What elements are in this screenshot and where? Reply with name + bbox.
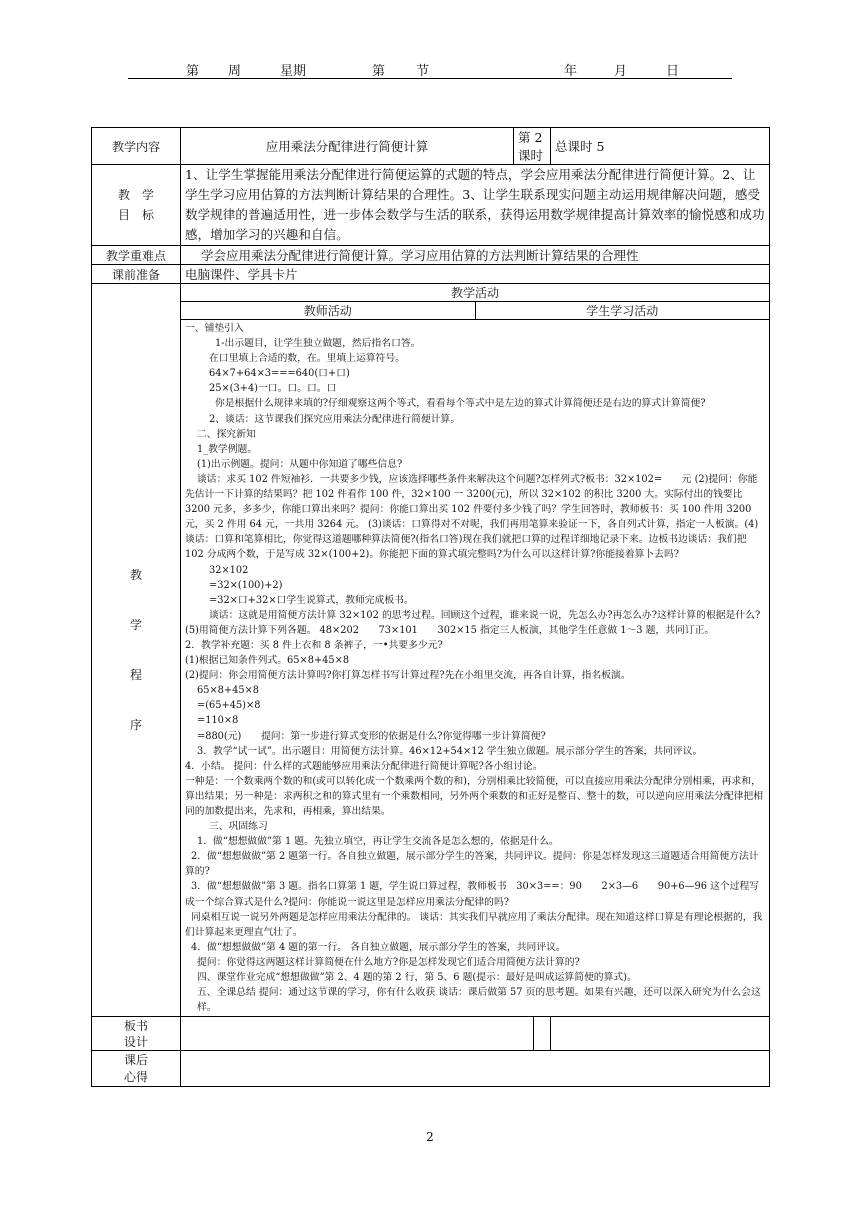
- board-design-right-blank: [551, 1017, 770, 1051]
- header-year: 年: [564, 64, 578, 79]
- teaching-goals: 1、让学生掌握能用乘法分配律进行简便运算的式题的特点，学会应用乘法分配律进行简便计算。2、让学生学习应用估算的方法判断计算结果的合理性。3、让学生联系现实问题主动运用规律解决问题，感受数学规律的普遍适用性，进一步体会数学与生活的联系，获得运用数学规律提高计算效率的愉悦感和成功感，增加学习的兴趣和自信。: [181, 165, 770, 246]
- process-line: (5)用简便方法计算下列各题。 48×202 73×101 302×15 指定三人板演，其他学生任意做 1～3 题，共同订正。: [185, 624, 715, 636]
- process-line: 谈话：求买 102 件短袖衫．一共要多少钱，应该选择哪些条件来解决这个问题?怎样列式?板书：32×102= 元 (2)提问：你能先估计一下计算的结果吗？把 102 件看作 100 件，32×100 一 3200(元)，所以 32×102 的积比 3200 大。实际付出的钱要比 3200 元多，多多少，你能口算出来吗？提问：你能口算出买 102 件要付多少钱了吗？学生回答时，教师板书：买 100 件用 3200 元，买 2 件用 64 元，一共用 3264 元。 (3)谈话：口算得对不对呢，我们再用笔算来验证一下，各自列式计算，指定一人板演。(4)谈话：口算和笔算相比，你觉得这道题哪种算法简便?(指名口答)现在我们就把口算的过程详细地记录下来。边板书边谈话：我们把 102 分成两个数，于是写成 32×(100+2)。你能把下面的算式填完整吗?为什么可以这样计算?你能接着算卜去吗?: [185, 473, 759, 561]
- page-header: [128, 60, 732, 79]
- label-goals-line1: 教 学: [117, 188, 154, 202]
- header-section-suffix: 节: [416, 64, 430, 79]
- process-line: 32×102: [209, 564, 249, 576]
- header-week-suffix: 周: [228, 64, 242, 79]
- board-label-line2: 设计: [123, 1034, 148, 1049]
- label-board-design: [92, 1017, 181, 1051]
- board-design-narrow-blank: [534, 1017, 551, 1051]
- process-line: =32×口+32×口学生说算式，教师完成板书。: [209, 594, 414, 606]
- label-reflection: [92, 1051, 181, 1087]
- process-line: 4．做“想想做做”第 4 题的第一行。 各自独立做题，展示部分学生的答案，共同评议。: [191, 941, 566, 953]
- label-goals-line2: 目 标: [117, 208, 154, 222]
- process-line: (1)根据已知条件列式。65×8+45×8: [185, 655, 350, 667]
- process-line: 三、巩固练习: [209, 821, 268, 833]
- board-label-line1: 板书: [123, 1018, 148, 1033]
- process-line: 在口里填上合适的数，在。里填上运算符号。: [209, 353, 405, 365]
- process-line: 你是根据什么规律来填的?仔细观察这两个等式，看看每个等式中是左边的算式计算简便还是右边的算式计算简便?: [215, 398, 706, 410]
- process-line: 2．做“想想做做”第 2 题第一行。各自独立做题，展示部分学生的答案，共同评议。提问：你是怎样发现这三道题适合用简便方法计算的?: [185, 851, 759, 878]
- process-line: (1)出示例题。提问：从题中你知道了哪些信息?: [197, 458, 403, 470]
- process-char-2: 学: [129, 618, 142, 633]
- activity-cell: [181, 284, 770, 1017]
- lesson-number: 第 2 课时: [514, 128, 551, 165]
- activity-title: 教学活动: [181, 284, 769, 302]
- process-char-3: 程: [129, 668, 142, 683]
- process-line: 64×7+64×3===640(口+口): [209, 368, 350, 380]
- process-line: 谈话：这就是用简便方法计算 32×102 的思考过程。回顾这个过程，谁来说一说，先怎么办?再怎么办?这样计算的根据是什么?: [209, 609, 761, 621]
- process-line: 同桌相互说一说另外两题是怎样应用乘法分配律的。 谈话：其实我们早就应用了乘法分配律。现在知道这样口算是有理论根据的，我们计算起来更理直气壮了。: [185, 911, 763, 938]
- process-line: 1．做“想想做做”第 1 题。先独立填空，再让学生交流各是怎么想的，依据是什么。: [197, 836, 559, 848]
- process-line: 二、探究新知: [197, 428, 256, 440]
- total-lessons: 总课时 5: [551, 128, 770, 165]
- process-line: =32×(100)+2): [209, 579, 283, 591]
- process-char-4: 序: [129, 718, 142, 733]
- header-section-prefix: 第: [372, 64, 386, 79]
- process-line: 3．教学“试一试”。出示题目：用简便方法计算。46×12+54×12 学生独立做题。展示部分学生的答案，共同评议。: [197, 745, 703, 757]
- process-line: 25×(3+4)一口。口。口。口: [209, 383, 337, 395]
- process-line: =110×8: [197, 715, 239, 727]
- process-line: 一种是：一个数乘两个数的和(或可以转化成一个数乘两个数的和)，分别相乘比较简便，可以直接应用乘法分配律分别相乘，再求和，算出结果；另一种是：求两积之和的算式里有一个乘数相同，另外两个乘数的和正好是整百、整十的数，可以逆向应用乘法分配律把相同的加数提出来，先求和，再相乘，算出结果。: [185, 775, 764, 817]
- process-char-1: 教: [129, 568, 142, 583]
- reflection-label-line2: 心得: [123, 1069, 148, 1084]
- label-teaching-content: 教学内容: [92, 128, 181, 165]
- header-day: 日: [666, 64, 680, 79]
- process-line: 1_教学例题。: [197, 443, 258, 455]
- label-preparation: 课前准备: [92, 265, 181, 284]
- process-line: 3．做“想想做做”第 3 题。指名口算第 1 题，学生说口算过程，教师板书 30×3==：90 2×3—6 90+6—96 这个过程写成一个综合算式是什么?提问：你能说一说这里是怎样应用乘法分配律的吗?: [185, 881, 760, 908]
- page-number: 2: [426, 1130, 434, 1144]
- key-difficulties: 学会应用乘法分配律进行简便计算。学习应用估算的方法判断计算结果的合理性: [181, 246, 770, 265]
- preparation: 电脑课件、学具卡片: [181, 265, 770, 284]
- reflection-label-line1: 课后: [123, 1052, 148, 1067]
- student-activity-header: 学生学习活动: [475, 302, 769, 320]
- label-teaching-process: [92, 284, 181, 1017]
- label-key-difficulties: 教学重难点: [92, 246, 181, 265]
- process-line: 提问：你觉得这两题这样计算简便在什么地方?你是怎样发现它们适合用简便方法计算的?: [197, 956, 580, 968]
- lesson-process-content: [181, 320, 769, 1016]
- board-design-blank: [181, 1017, 534, 1051]
- lesson-plan-table: [91, 127, 770, 1087]
- process-line: 四、课堂作业完成“想想做做”第 2、4 题的第 2 行，第 5、6 题(提示：最好是叫成运算简便的算式)。: [197, 972, 637, 984]
- process-line: 65×8+45×8: [197, 685, 260, 697]
- process-line: (2)提问：你会用简便方法计算吗?你打算怎样书写计算过程?先在小组里交流，再各自计算，指名板演。: [185, 670, 631, 682]
- header-week-prefix: 第: [186, 64, 200, 79]
- reflection-blank: [181, 1051, 770, 1087]
- header-weekday: 星期: [280, 64, 307, 79]
- teacher-activity-header: 教师活动: [181, 302, 475, 320]
- process-line: 五、全课总结 提问：通过这节课的学习，你有什么收获 谈话：课后做第 57 页的思考题。如果有兴趣，还可以深入研究为什么会这样。: [197, 987, 761, 1014]
- lesson-topic: 应用乘法分配律进行简便计算: [181, 128, 514, 165]
- process-line: =880(元) 提问：第一步进行算式变形的依据是什么?你觉得哪一步计算简便?: [197, 730, 546, 742]
- label-teaching-goals: [92, 165, 181, 246]
- process-line: =(65+45)×8: [197, 700, 261, 712]
- process-line: 1-出示题目，让学生独立做题，然后指名口答。: [215, 338, 421, 350]
- header-month: 月: [614, 64, 628, 79]
- activity-header: [181, 284, 769, 320]
- process-line: 4．小结。 提问：什么样的式题能够应用乘法分配律进行简便计算呢?各小组讨论。: [185, 760, 543, 772]
- process-line: 一、铺垫引入: [185, 323, 244, 334]
- process-line: 2．教学补充题：买 8 件上衣和 8 条裤子，一•共要多少元?: [185, 639, 443, 651]
- process-line: 2、谈话：这节课我们探究应用乘法分配律进行简便计算。: [209, 413, 461, 425]
